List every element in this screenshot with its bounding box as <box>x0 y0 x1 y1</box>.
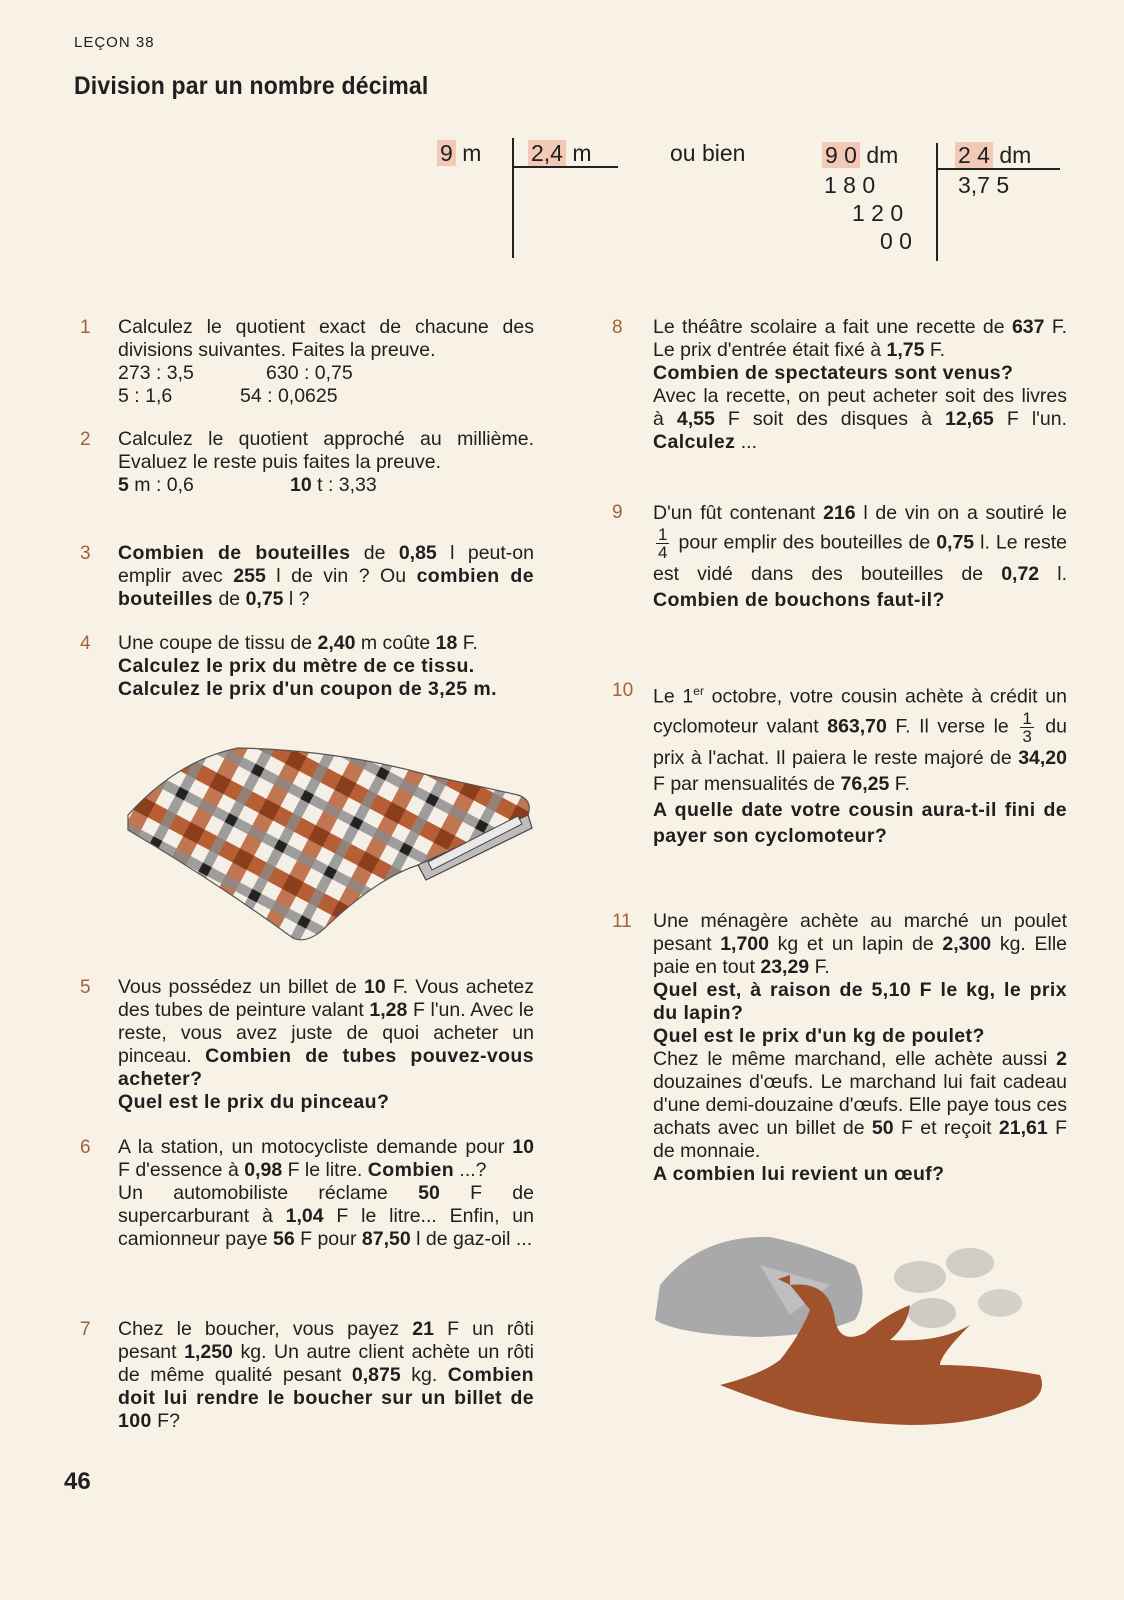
exercise-10 <box>612 678 1068 849</box>
division-step-3: 0 0 <box>880 228 912 254</box>
exercise-3 <box>80 542 534 611</box>
operation: 630 : 0,75 <box>266 362 353 384</box>
exercise-text: Vous possédez un billet de 10 F. Vous achetez des tubes de peinture valant 1,28 F l'un. Avec le reste, vous avez juste de quoi acheter un pinceau. Combien de tubes pouvez-vous acheter? <box>118 976 535 1090</box>
division-connector: ou bien <box>670 140 746 166</box>
fraction: $\frac{1}{3}$ <box>1022 708 1032 746</box>
exercise-number: 5 <box>80 977 91 998</box>
exercise-text: Chez le boucher, vous payez 21 F un rôti pesant 1,250 kg. Un autre client achète un rôti de même qualité pesant 0,875 kg. Combien doit lui rendre le boucher sur un billet de 100 F? <box>118 1318 534 1432</box>
exercise-question: A quelle date votre cousin aura-t-il fini de payer son cyclomoteur? <box>653 798 1067 847</box>
operation: t : 3,33 <box>317 474 377 496</box>
exercise-9 <box>612 500 1067 613</box>
exercise-11 <box>612 910 1068 1186</box>
operation-value: 5 <box>118 474 129 496</box>
exercise-text: Calculez le quotient approché au millième. Evaluez le reste puis faites la preuve. <box>118 428 534 473</box>
exercise-question: Combien de spectateurs sont venus? <box>653 362 1014 384</box>
operation-value: 10 <box>290 474 312 496</box>
exercise-5 <box>80 976 535 1114</box>
division-left-vertical-bar <box>512 138 514 258</box>
exercise-question: Calculez le prix d'un coupon de 3,25 m. <box>118 678 497 700</box>
exercise-question: Quel est, à raison de 5,10 F le kg, le prix du lapin? <box>653 979 1067 1024</box>
exercise-text: Avec la recette, on peut acheter soit des livres à 4,55 F soit des disques à 12,65 F l'un. Calculez ... <box>653 385 1067 453</box>
exercise-4 <box>80 632 534 701</box>
operation: 54 : 0,0625 <box>240 385 338 407</box>
division-right-vertical-bar <box>936 143 938 261</box>
exercise-1 <box>80 316 534 408</box>
division-right-dividend: 9 0 dm <box>822 142 898 169</box>
page-number: 46 <box>64 1468 91 1495</box>
division-step-1: 1 8 0 <box>824 172 876 198</box>
exercise-6 <box>80 1136 535 1251</box>
exercise-number: 2 <box>80 429 91 450</box>
exercise-text: Combien de bouteilles de 0,85 l peut-on emplir avec 255 l de vin ? Ou combien de bouteilles de 0,75 l ? <box>118 542 534 610</box>
exercise-number: 6 <box>80 1137 91 1158</box>
exercise-question: Quel est le prix du pinceau? <box>118 1091 390 1113</box>
exercise-text: Le 1er octobre, votre cousin achète à crédit un cyclomoteur valant 863,70 F. Il verse le $\frac{1}{3}$ du prix à l'achat. Il paiera le reste majoré de 34,20 F par mensualités de 76,25 F. <box>653 684 1068 795</box>
operation: m : 0,6 <box>134 474 194 496</box>
page-title: Division par un nombre décimal <box>74 72 429 100</box>
operation: 273 : 3,5 <box>118 362 194 384</box>
exercise-text: Le théâtre scolaire a fait une recette de 637 F. Le prix d'entrée était fixé à 1,75 F. <box>653 316 1067 361</box>
exercise-number: 1 <box>80 317 91 338</box>
plaid-cloth-illustration <box>118 720 538 950</box>
exercise-number: 3 <box>80 543 91 564</box>
division-right-divisor: 2 4 dm <box>955 142 1031 169</box>
exercise-text: A la station, un motocycliste demande pour 10 F d'essence à 0,98 F le litre. Combien ...? <box>118 1136 534 1181</box>
exercise-text: D'un fût contenant 216 l de vin on a soutiré le $\frac{1}{4}$ pour emplir des bouteilles de 0,75 l. Le reste est vidé dans des bouteilles de 0,72 l. Combien de bouchons faut-il? <box>653 502 1067 611</box>
division-left-divisor: 2,4 m <box>528 140 592 167</box>
exercise-text: Calculez le quotient exact de chacune des divisions suivantes. Faites la preuve. <box>118 316 534 361</box>
exercise-text: Une coupe de tissu de 2,40 m coûte 18 F. <box>118 632 478 654</box>
division-step-2: 1 2 0 <box>852 200 904 226</box>
exercise-number: 4 <box>80 633 91 654</box>
exercise-number: 7 <box>80 1319 91 1340</box>
exercise-number: 10 <box>612 680 634 701</box>
exercise-number: 9 <box>612 502 623 523</box>
exercise-question: Quel est le prix d'un kg de poulet? <box>653 1025 985 1047</box>
lesson-label: LEÇON 38 <box>74 34 155 51</box>
exercise-number: 8 <box>612 317 623 338</box>
chicken-eggs-illustration <box>640 1225 1060 1445</box>
exercise-2 <box>80 428 534 497</box>
exercise-text: Un automobiliste réclame 50 F de supercarburant à 1,04 F le litre... Enfin, un camionneur paye 56 F pour 87,50 l de gaz-oil ... <box>118 1182 535 1250</box>
exercise-text: Chez le même marchand, elle achète aussi 2 douzaines d'œufs. Le marchand lui fait cadeau d'une demi-douzaine d'œufs. Elle paye tous ces achats avec un billet de 50 F et reçoit 21,61 F de monnaie. <box>653 1048 1068 1162</box>
exercise-text: Une ménagère achète au marché un poulet pesant 1,700 kg et un lapin de 2,300 kg. Elle paie en tout 23,29 F. <box>653 910 1067 978</box>
exercise-question: Calculez le prix du mètre de ce tissu. <box>118 655 475 677</box>
exercise-8 <box>612 316 1067 454</box>
fraction: $\frac{1}{4}$ <box>658 525 668 562</box>
operation: 5 : 1,6 <box>118 385 173 407</box>
division-right-quotient: 3,7 5 <box>958 172 1010 198</box>
division-left-dividend: 9 m <box>437 140 481 167</box>
exercise-question: A combien lui revient un œuf? <box>653 1163 945 1185</box>
exercise-7 <box>80 1318 534 1433</box>
exercise-number: 11 <box>612 911 632 932</box>
